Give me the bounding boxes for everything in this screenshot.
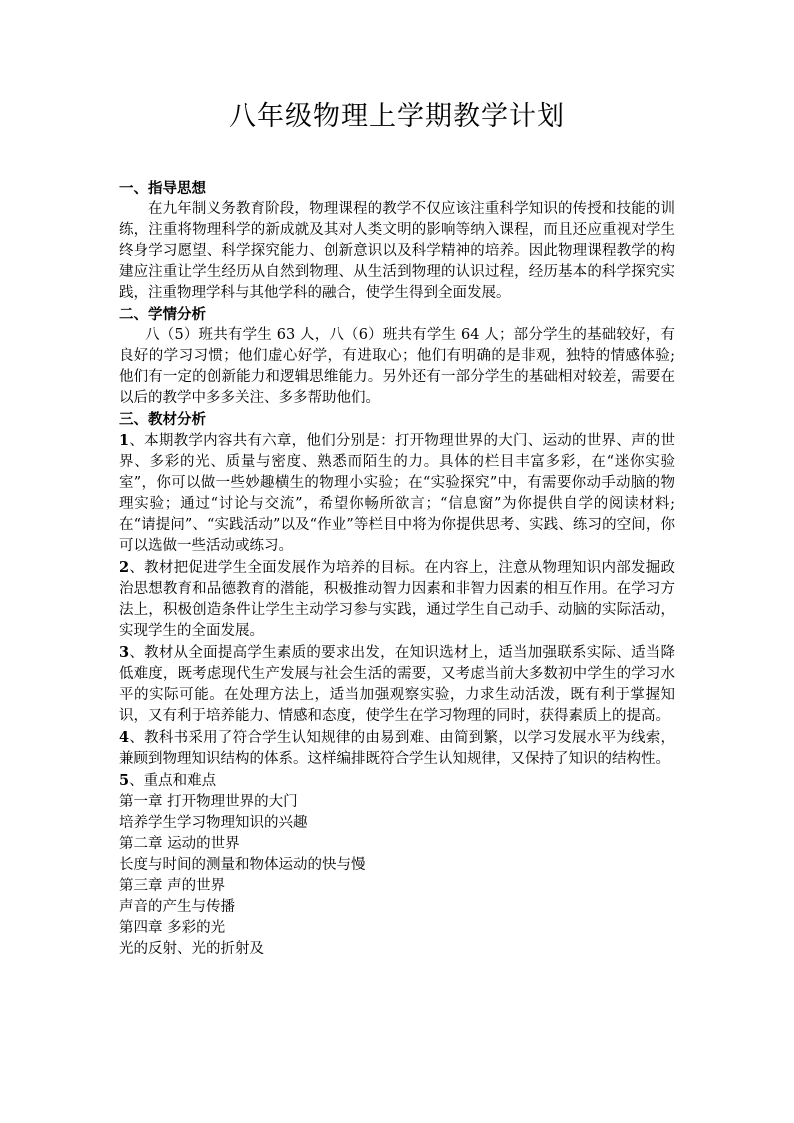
item-text: 、教材把促进学生全面发展作为培养的目标。在内容上，注意从物理知识内部发掘政治思想教育和品德教育的潜能，积极推动智力因素和非智力因素的相互作用。在学习方法上，积极创造条件让学生主动学习参与实践，通过学生自己动手、动脑的实际活动，实现学生的全面发展。	[119, 560, 675, 639]
document-title: 八年级物理上学期教学计划	[229, 101, 565, 132]
section-heading-student-analysis: 二、学情分析	[119, 306, 206, 323]
item-number: 5	[119, 772, 130, 789]
chapter-line: 声音的产生与传播	[119, 899, 235, 915]
item-text: 、本期教学内容共有六章，他们分别是：打开物理世界的大门、运动的世界、声的世界、多彩的光、质量与密度、熟悉而陌生的力。具体的栏目丰富多彩，在“迷你实验室”，你可以做一些妙趣横生的物理小实验；在“实验探究”中，有需要你动手动脑的物理实验；通过“讨论与交流”，希望你畅所欲言；“信息窗”为你提供自学的阅读材料; 在“请提问”、“实践活动”以及“作业”等栏目中将为你提供思考、实践、练习的空间，你可以选做一些活动或练习。	[119, 433, 675, 554]
item-text: 、教科书采用了符合学生认知规律的由易到难、由简到繁，以学习发展水平为线索，兼顾到物理知识结构的体系。这样编排既符合学生认知规律，又保持了知识的结构性。	[119, 730, 675, 767]
list-item	[119, 430, 675, 557]
chapter-line: 培养学生学习物理知识的兴趣	[119, 815, 308, 831]
item-text: 、重点和难点	[129, 773, 217, 789]
item-number: 1	[119, 432, 130, 449]
chapter-line: 第一章 打开物理世界的大门	[119, 794, 298, 810]
section-heading-textbook-analysis: 三、教材分析	[119, 411, 206, 428]
item-number: 4	[119, 729, 130, 746]
list-item	[119, 770, 675, 792]
chapter-line: 光的反射、光的折射及	[119, 941, 264, 957]
item-text: 、教材从全面提高学生素质的要求出发，在知识选材上，适当加强联系实际、适当降低难度，既考虑现代生产发展与社会生活的需要，又考虑当前大多数初中学生的学习水平的实际可能。在处理方法上，适当加强观察实验，力求生动活泼，既有利于掌握知识，又有利于培养能力、情感和态度，使学生在学习物理的同时，获得素质上的提高。	[119, 645, 675, 724]
item-number: 3	[119, 644, 130, 661]
list-item	[119, 727, 675, 770]
list-item	[119, 557, 675, 642]
list-item	[119, 642, 675, 727]
chapter-line: 长度与时间的测量和物体运动的快与慢	[119, 857, 366, 873]
section-heading-guiding-ideology: 一、指导思想	[119, 180, 206, 197]
chapter-line: 第四章 多彩的光	[119, 920, 226, 936]
chapter-line: 第三章 声的世界	[119, 878, 226, 894]
paragraph-guiding-ideology: 在九年制义务教育阶段，物理课程的教学不仅应该注重科学知识的传授和技能的训练，注重将物理科学的新成就及其对人类文明的影响等纳入课程，而且还应重视对学生终身学习愿望、科学探究能力、创新意识以及科学精神的培养。因此物理课程教学的构建应注重让学生经历从自然到物理、从生活到物理的认识过程，经历基本的科学探究实践，注重物理学科与其他学科的融合，使学生得到全面发展。	[119, 201, 675, 301]
chapter-line: 第二章 运动的世界	[119, 836, 240, 852]
document-body	[119, 178, 675, 960]
paragraph-student-analysis: 八（5）班共有学生 63 人，八（6）班共有学生 64 人；部分学生的基础较好，有良好的学习习惯；他们虚心好学，有进取心；他们有明确的是非观，独特的情感体验; 他们有一定的创新能力和逻辑思维能力。另外还有一部分学生的基础相对较差，需要在以后的教学中多多关注、多多帮助他们。	[119, 327, 675, 406]
item-number: 2	[119, 559, 130, 576]
